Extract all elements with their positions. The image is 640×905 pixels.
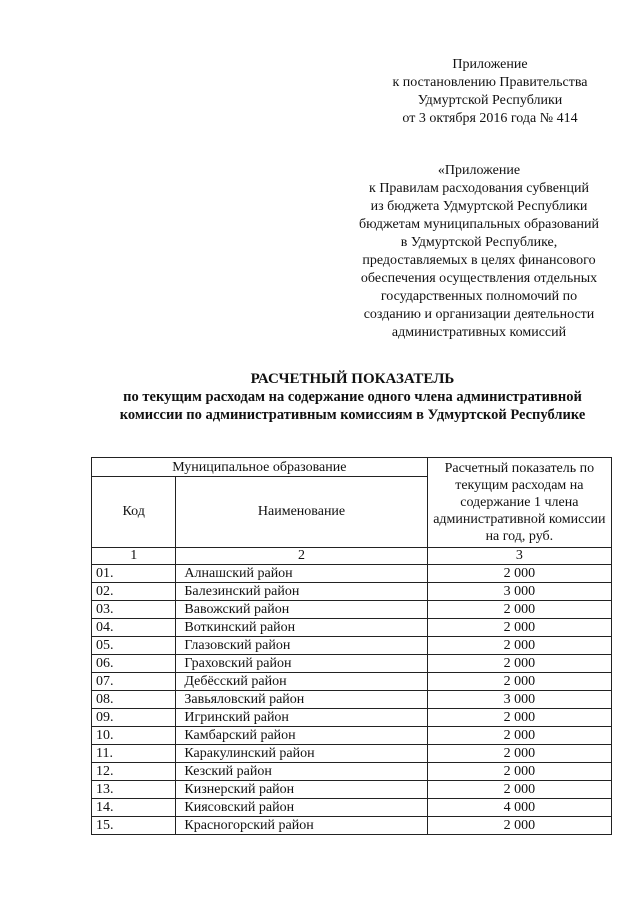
table-row (92, 781, 612, 799)
row-value: 2 000 (427, 817, 611, 835)
appendix-line: бюджетам муниципальных образований (359, 217, 599, 232)
table-row (92, 727, 612, 745)
row-value: 3 000 (427, 583, 611, 601)
row-value: 2 000 (427, 601, 611, 619)
appendix-line: в Удмуртской Республике, (400, 235, 558, 250)
row-name: Воткинский район (176, 619, 427, 637)
document-heading (60, 370, 640, 424)
row-name: Кезский район (176, 763, 427, 781)
appendix-line: «Приложение (437, 163, 521, 178)
row-code: 09. (92, 709, 176, 727)
row-value: 2 000 (427, 781, 611, 799)
row-name: Камбарский район (176, 727, 427, 745)
header-municipality-group: Муниципальное образование (92, 458, 428, 477)
row-value: 2 000 (427, 565, 611, 583)
row-name: Игринский район (176, 709, 427, 727)
row-value: 2 000 (427, 709, 611, 727)
row-code: 11. (92, 745, 176, 763)
table-row (92, 673, 612, 691)
column-number: 2 (176, 548, 427, 565)
row-code: 13. (92, 781, 176, 799)
row-name: Завьяловский район (176, 691, 427, 709)
appendix-line: к постановлению Правительства (392, 75, 588, 90)
appendix-line: Удмуртской Республики (417, 93, 563, 108)
indicator-table (91, 457, 612, 835)
row-value: 2 000 (427, 727, 611, 745)
row-name: Глазовский район (176, 637, 427, 655)
appendix-resolution-block (360, 56, 620, 128)
appendix-line: административных комиссий (391, 325, 567, 340)
row-value: 2 000 (427, 637, 611, 655)
column-number: 3 (427, 548, 611, 565)
header-name: Наименование (176, 477, 427, 548)
table-row (92, 799, 612, 817)
row-name: Граховский район (176, 655, 427, 673)
header-indicator: Расчетный показатель по текущим расходам на содержание 1 члена административной комиссии на год, руб. (427, 458, 611, 548)
table-row (92, 745, 612, 763)
row-code: 02. (92, 583, 176, 601)
row-code: 03. (92, 601, 176, 619)
table-row (92, 655, 612, 673)
row-code: 04. (92, 619, 176, 637)
document-subtitle-line: по текущим расходам на содержание одного члена административной (123, 389, 582, 405)
row-name: Киясовский район (176, 799, 427, 817)
table-row (92, 565, 612, 583)
table-row (92, 763, 612, 781)
row-name: Вавожский район (176, 601, 427, 619)
appendix-line: государственных полномочий по (380, 289, 578, 304)
row-code: 15. (92, 817, 176, 835)
row-code: 05. (92, 637, 176, 655)
row-value: 4 000 (427, 799, 611, 817)
appendix-rules-block (338, 162, 620, 342)
table-row (92, 619, 612, 637)
row-name: Дебёсский район (176, 673, 427, 691)
row-code: 12. (92, 763, 176, 781)
row-name: Балезинский район (176, 583, 427, 601)
appendix-line: предоставляемых в целях финансового (362, 253, 596, 268)
row-value: 2 000 (427, 745, 611, 763)
row-code: 07. (92, 673, 176, 691)
appendix-line: Приложение (452, 57, 528, 72)
appendix-line: созданию и организации деятельности (363, 307, 595, 322)
appendix-line: из бюджета Удмуртской Республики (370, 199, 588, 214)
row-value: 2 000 (427, 655, 611, 673)
row-name: Каракулинский район (176, 745, 427, 763)
row-value: 2 000 (427, 619, 611, 637)
row-name: Кизнерский район (176, 781, 427, 799)
row-name: Алнашский район (176, 565, 427, 583)
column-number: 1 (92, 548, 176, 565)
row-value: 2 000 (427, 763, 611, 781)
appendix-line: от 3 октября 2016 года № 414 (402, 111, 578, 126)
table-row (92, 601, 612, 619)
document-title: РАСЧЕТНЫЙ ПОКАЗАТЕЛЬ (250, 371, 455, 387)
table-row (92, 709, 612, 727)
row-name: Красногорский район (176, 817, 427, 835)
row-value: 3 000 (427, 691, 611, 709)
appendix-line: к Правилам расходования субвенций (369, 181, 589, 196)
row-code: 10. (92, 727, 176, 745)
appendix-line: обеспечения осуществления отдельных (360, 271, 598, 286)
row-code: 08. (92, 691, 176, 709)
row-value: 2 000 (427, 673, 611, 691)
table-row (92, 637, 612, 655)
row-code: 14. (92, 799, 176, 817)
document-subtitle-line: комиссии по административным комиссиям в Удмуртской Республике (119, 407, 586, 423)
row-code: 01. (92, 565, 176, 583)
table-row (92, 583, 612, 601)
header-code: Код (92, 477, 176, 548)
table-row (92, 817, 612, 835)
row-code: 06. (92, 655, 176, 673)
table-row (92, 691, 612, 709)
